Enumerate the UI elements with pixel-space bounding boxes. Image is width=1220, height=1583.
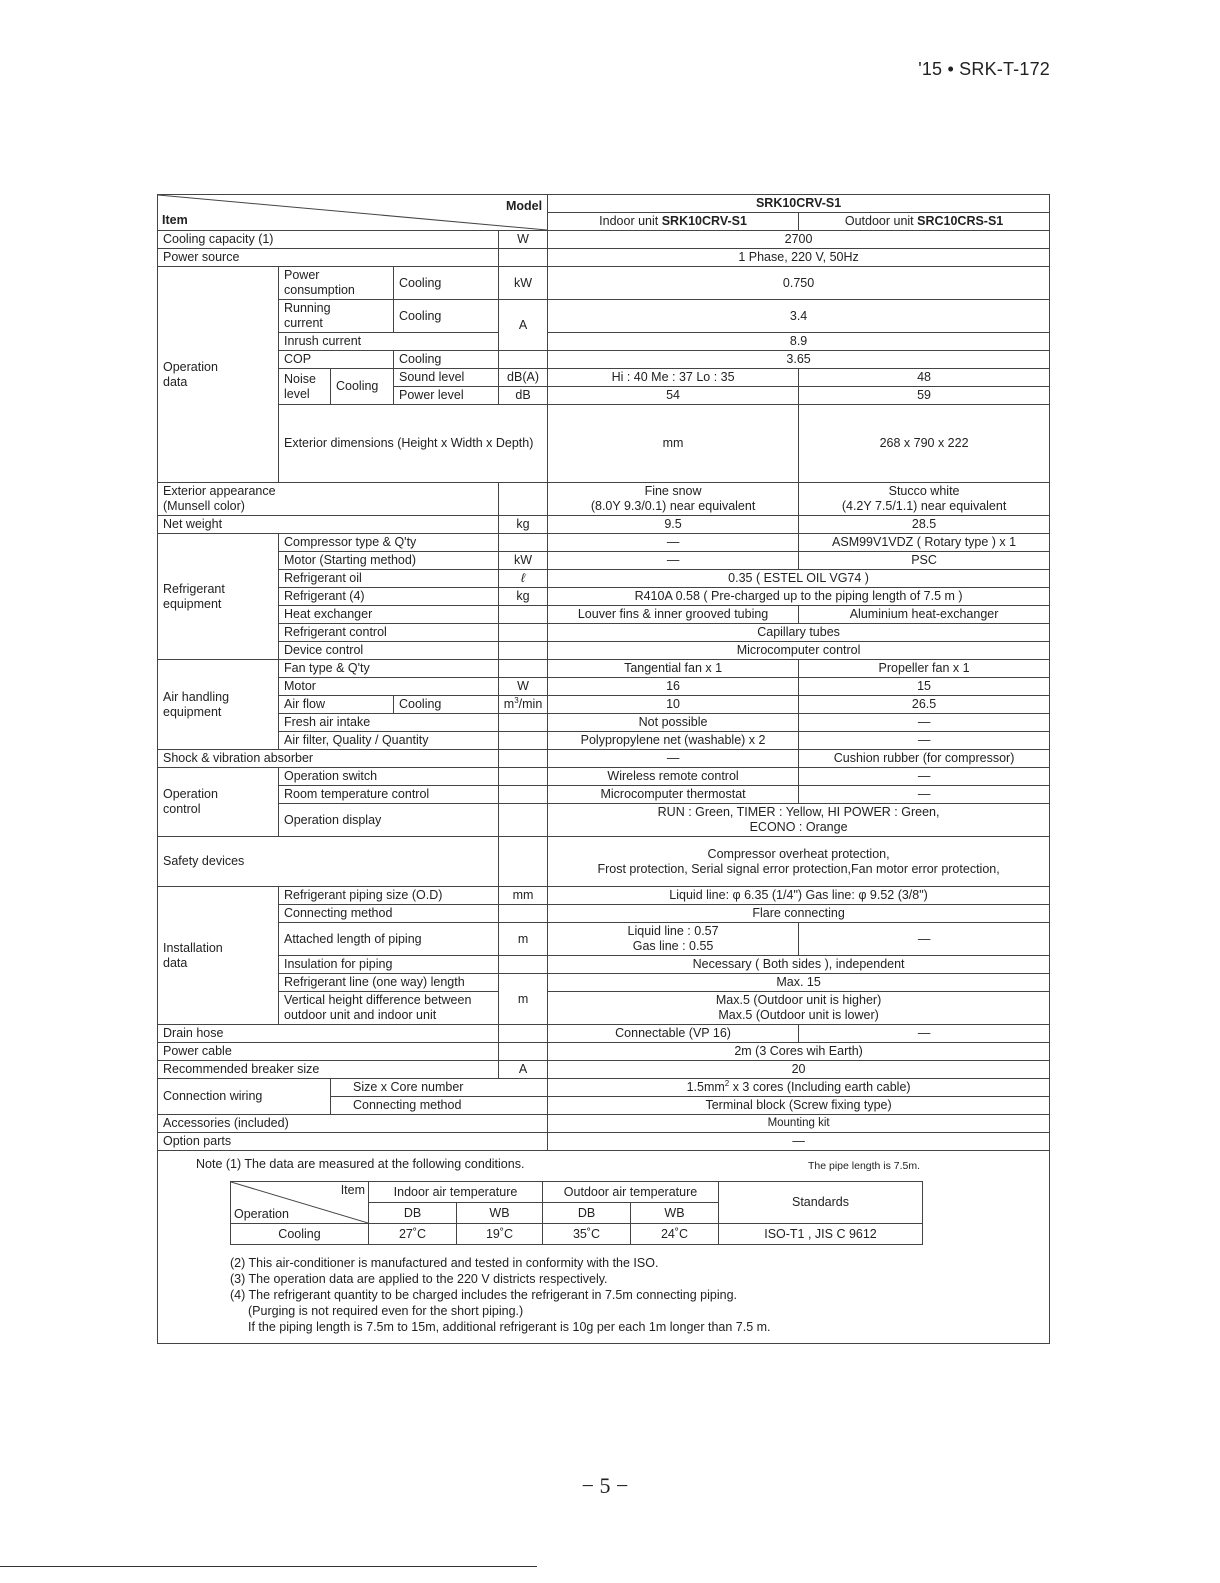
conditions-table: Item Operation Indoor air temperature Outdoor air temperature Standards DB WB DB WB Cooling 27˚C 19˚C 35˚C 24˚C ISO-T1 , JIS C 9612 [230, 1181, 923, 1245]
row-refrigerant-oil: Refrigerant oil ℓ 0.35 ( ESTEL OIL VG74 ) [158, 570, 1050, 588]
row-height-difference: Vertical height difference between outdoor unit and indoor unit Max.5 (Outdoor unit is higher) Max.5 (Outdoor unit is lower) [158, 992, 1050, 1025]
row-fresh-air: Fresh air intake Not possible — [158, 714, 1050, 732]
row-exterior-appearance: Exterior appearance (Munsell color) Fine snow (8.0Y 9.3/0.1) near equivalent Stucco white (4.2Y 7.5/1.1) near equivalent [158, 483, 1050, 516]
group-operation-control: Operation control [158, 768, 279, 837]
row-heat-exchanger: Heat exchanger Louver fins & inner grooved tubing Aluminium heat-exchanger [158, 606, 1050, 624]
row-air-filter: Air filter, Quality / Quantity Polypropylene net (washable) x 2 — [158, 732, 1050, 750]
group-air-handling: Air handling equipment [158, 660, 279, 750]
spec-table [157, 194, 1050, 1344]
outdoor-unit-header: Outdoor unit SRC10CRS-S1 [799, 213, 1050, 231]
row-cop: COP Cooling 3.65 [158, 351, 1050, 369]
item-model-header [158, 195, 548, 231]
row-device-control: Device control Microcomputer control [158, 642, 1050, 660]
row-piping-size: Installation data Refrigerant piping size (O.D) mm Liquid line: φ 6.35 (1/4") Gas line: φ 9.52 (3/8") [158, 887, 1050, 905]
row-net-weight: Net weight kg 9.5 28.5 [158, 516, 1050, 534]
model-name: SRK10CRV-S1 [548, 195, 1050, 213]
row-exterior-dimensions: Exterior dimensions (Height x Width x Depth) mm 268 x 790 x 222 [158, 405, 1050, 483]
row-connection-wiring-size: Connection wiring Size x Core number $1.5mm^2$ x 3 cores (Including earth cable) [158, 1079, 1050, 1097]
footer-divider [0, 1566, 537, 1567]
row-safety-devices: Safety devices Compressor overheat protection, Frost protection, Serial signal error protection,Fan motor error protection, [158, 837, 1050, 887]
row-air-flow: Air flow Cooling $m^3/\min$ 10 26.5 [158, 696, 1050, 714]
row-sound-level: Noise level Cooling Sound level dB(A) Hi : 40 Me : 37 Lo : 35 48 [158, 369, 1050, 387]
row-room-temp-control: Room temperature control Microcomputer thermostat — [158, 786, 1050, 804]
row-connecting-method: Connecting method Flare connecting [158, 905, 1050, 923]
item-label: Item [162, 213, 188, 227]
note-4: (4) The refrigerant quantity to be charged includes the refrigerant in 7.5m connecting piping. [230, 1288, 738, 1302]
group-refrigerant-equipment: Refrigerant equipment [158, 534, 279, 660]
note-4b: If the piping length is 7.5m to 15m, additional refrigerant is 10g per each 1m longer than 7.5 m. [248, 1320, 771, 1334]
note-4a: (Purging is not required even for the short piping.) [248, 1304, 524, 1318]
row-inrush-current: Inrush current 8.9 [158, 333, 1050, 351]
row-accessories: Accessories (included) Mounting kit [158, 1115, 1050, 1133]
note-lines [230, 1255, 1039, 1335]
row-notes [158, 1151, 1050, 1344]
header-row-model [158, 195, 1050, 213]
conditions-item-operation-header: Item Operation [231, 1182, 369, 1224]
row-fan-type: Air handling equipment Fan type & Q'ty Tangential fan x 1 Propeller fan x 1 [158, 660, 1050, 678]
indoor-unit-header: Indoor unit SRK10CRV-S1 [548, 213, 799, 231]
row-power-consumption: Operation data Power consumption Cooling kW 0.750 [158, 267, 1050, 300]
model-label: Model [505, 199, 543, 213]
conditions-cooling-row: Cooling 27˚C 19˚C 35˚C 24˚C ISO-T1 , JIS C 9612 [231, 1224, 923, 1245]
page-number: − 5 − [581, 1473, 629, 1498]
row-motor-starting: Motor (Starting method) kW — PSC [158, 552, 1050, 570]
row-power-level: Power level dB 54 59 [158, 387, 1050, 405]
air-flow-unit: $m^3/\min$ [499, 696, 548, 714]
row-breaker: Recommended breaker size A 20 [158, 1061, 1050, 1079]
row-insulation: Insulation for piping Necessary ( Both sides ), independent [158, 956, 1050, 974]
group-installation-data: Installation data [158, 887, 279, 1025]
row-connection-wiring-method: Connecting method Terminal block (Screw fixing type) [158, 1097, 1050, 1115]
row-option-parts: Option parts — [158, 1133, 1050, 1151]
note-3: (3) The operation data are applied to the 220 V districts respectively. [230, 1272, 608, 1286]
note-1: Note (1) The data are measured at the following conditions. [196, 1157, 525, 1171]
pipe-length-note: The pipe length is 7.5m. [808, 1160, 921, 1172]
notes-section [158, 1151, 1050, 1344]
row-attached-length: Attached length of piping m Liquid line : 0.57 Gas line : 0.55 — [158, 923, 1050, 956]
row-operation-switch: Operation control Operation switch Wireless remote control — [158, 768, 1050, 786]
row-drain-hose: Drain hose Connectable (VP 16) — [158, 1025, 1050, 1043]
row-power-source: Power source 1 Phase, 220 V, 50Hz [158, 249, 1050, 267]
row-refrigerant: Refrigerant (4) kg R410A 0.58 ( Pre-charged up to the piping length of 7.5 m ) [158, 588, 1050, 606]
row-line-length: Refrigerant line (one way) length m Max. 15 [158, 974, 1050, 992]
wiring-size-value: $1.5mm^2$ x 3 cores (Including earth cable) [548, 1079, 1050, 1097]
row-shock-absorber: Shock & vibration absorber — Cushion rubber (for compressor) [158, 750, 1050, 768]
row-compressor: Refrigerant equipment Compressor type & Q'ty — ASM99V1VDZ ( Rotary type ) x 1 [158, 534, 1050, 552]
group-operation-data: Operation data [158, 267, 279, 483]
row-cooling-capacity: Cooling capacity (1) W 2700 [158, 231, 1050, 249]
row-refrigerant-control: Refrigerant control Capillary tubes [158, 624, 1050, 642]
row-running-current: Running current Cooling A 3.4 [158, 300, 1050, 333]
row-fan-motor: Motor W 16 15 [158, 678, 1050, 696]
row-power-cable: Power cable 2m (3 Cores wih Earth) [158, 1043, 1050, 1061]
note-2: (2) This air-conditioner is manufactured and tested in conformity with the ISO. [230, 1256, 659, 1270]
document-id: '15 • SRK-T-172 [918, 59, 1050, 79]
row-operation-display: Operation display RUN : Green, TIMER : Yellow, HI POWER : Green, ECONO : Orange [158, 804, 1050, 837]
